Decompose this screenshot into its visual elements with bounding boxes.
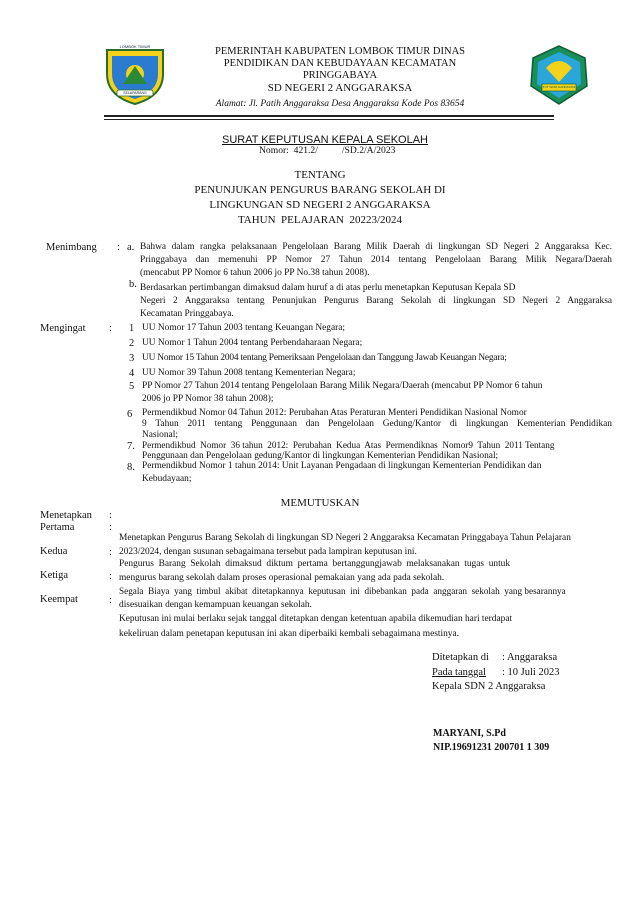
mengingat-item-7-text: Permendikbud Nomor 36 tahun 2012: Perubahan Kedua Atas Permendiknas Nomor9 Tahun 2011 Tentang [142, 440, 555, 450]
menimbang-label: Menimbang [46, 242, 97, 253]
menimbang-b-line-1: Berdasarkan pertimbangan dimaksud dalam huruf a di atas perlu menetapkan Keputusan Kepala SD [140, 283, 516, 293]
mengingat-item-6-text: Permendikbud Nomor 04 Tahun 2012: Perubahan Atas Peraturan Menteri Pendidikan Nasional Nomor [142, 408, 527, 418]
mengingat-item-6-text-cont: 9 Tahun 2011 tentang Penggunaan dan Pengelolaan Gedung/Kantor di lingkungan Kementerian Pendidikan [142, 419, 612, 429]
mengingat-item-8-text: Permendikbud Nomor 1 tahun 2014: Unit Layanan Pengadaan di lingkungan Kementerian Pendidikan dan [142, 461, 542, 471]
menetapkan-label: Menetapkan [40, 510, 92, 521]
pertama-text: Menetapkan Pengurus Barang Sekolah di lingkungan SD Negeri 2 Anggaraksa Kecamatan Pringgabaya Tahun Pelajaran [119, 533, 571, 543]
ketiga-line-2: mengurus barang sekolah dalam proses operasional pemakaian yang ada pada sekolah. [119, 573, 445, 583]
subject-line-1: PENUNJUKAN PENGURUS BARANG SEKOLAH DI [194, 184, 446, 196]
menimbang-a-line-1: Bahwa dalam rangka pelaksanaan Pengelolaan Barang Milik Daerah di lingkungan SD Negeri 2 Anggaraksa Kec. [140, 242, 612, 252]
ditetapkan-value: : Anggaraksa [502, 652, 558, 663]
keempat-line-1: Segala Biaya yang timbul akibat ditetapkannya keputusan ini dibebankan pada anggaran sekolah yang besarannya [119, 586, 566, 596]
kedua-text: 2023/2024, dengan susunan sebagaimana tersebut pada lampiran keputusan ini. [119, 547, 417, 557]
subject-line-2: LINGKUNGAN SD NEGERI 2 ANGGARAKSA [209, 199, 431, 211]
memutuskan-heading: MEMUTUSKAN [280, 497, 360, 509]
menimbang-b-marker: b. [129, 279, 137, 290]
closing-line-2: kekeliruan dalam penetapan keputusan ini akan diperbaiki kembali sebagaimana mestinya. [119, 629, 459, 639]
mengingat-item-5-number: 5 [129, 381, 135, 392]
mengingat-item-5-text-cont: 2006 jo PP Nomor 38 tahun 2008); [142, 394, 274, 404]
mengingat-item-2-number: 2 [129, 338, 135, 349]
closing-line-1: Keputusan ini mulai berlaku sejak tanggal ditetapkan dengan ketentuan apabila dikemudian hari terdapat [119, 614, 513, 624]
ketiga-label: Ketiga [40, 570, 68, 581]
menimbang-a-line-2: Pringgabaya dan memenuhi PP Nomor 27 Tahun 2014 tentang Pengelolaan Barang Milik Negara/Daerah [140, 255, 612, 265]
menimbang-a-marker: a. [127, 242, 135, 253]
mengingat-item-3-number: 3 [129, 353, 135, 364]
left-logo-ribbon: SELAPARANG [123, 91, 147, 95]
mengingat-item-4-number: 4 [129, 368, 135, 379]
letterhead-line-1: PEMERINTAH KABUPATEN LOMBOK TIMUR DINAS [214, 46, 465, 57]
signatory-nip: NIP.19691231 200701 1 309 [433, 742, 550, 753]
letterhead-divider-top [104, 115, 554, 117]
mengingat-label: Mengingat [40, 323, 86, 334]
menimbang-b-line-2: Negeri 2 Anggaraksa tentang Penunjukan Pengurus Barang Sekolah di lingkungan SD Negeri 2 Anggaraksa [140, 296, 612, 306]
letterhead-school-name: SD NEGERI 2 ANGGARAKSA [267, 82, 413, 94]
ketiga-line-1: Pengurus Barang Sekolah dimaksud diktum pertama bertanggungjawab melaksanakan tugas untuk [119, 559, 511, 569]
pertama-label: Pertama [40, 522, 75, 533]
tanggal-label-text: Pada tanggal [432, 667, 486, 678]
mengingat-item-8-text-cont: Kebudayaan; [142, 474, 192, 484]
kedua-colon: : [109, 547, 112, 558]
menetapkan-colon: : [109, 510, 112, 521]
right-logo-ribbon: TUT WURI HANDAYANI [542, 85, 576, 89]
pertama-colon: : [109, 522, 112, 533]
left-logo-caption: LOMBOK TIMUR [119, 44, 151, 49]
tanggal-label [432, 666, 486, 679]
mengingat-item-4-text: UU Nomor 39 Tahun 2008 tentang Kementerian Negara; [142, 368, 356, 378]
keempat-label: Keempat [40, 594, 78, 605]
letterhead-line-3: PRINGGABAYA [302, 70, 378, 81]
menimbang-colon: : [117, 242, 120, 253]
signatory-position: Kepala SDN 2 Anggaraksa [432, 681, 546, 692]
mengingat-item-6-text-cont-2: Nasional; [142, 430, 178, 440]
keempat-line-2: disesuaikan dengan kemampuan keuangan sekolah. [119, 600, 312, 610]
document-heading-text: SURAT KEPUTUSAN KEPALA SEKOLAH [221, 134, 428, 146]
mengingat-item-3-text: UU Nomor 15 Tahun 2004 tentang Pemeriksaan Pengelolaan dan Tanggung Jawab Keuangan Negara; [142, 353, 507, 363]
mengingat-item-2-text: UU Nomor 1 Tahun 2004 tentang Perbendaharaan Negara; [142, 338, 363, 348]
document-number: Nomor: 421.2/ /SD.2/A/2023 [259, 145, 396, 156]
tanggal-value: : 10 Juli 2023 [502, 667, 560, 678]
mengingat-item-5-text: PP Nomor 27 Tahun 2014 tentang Pengelolaan Barang Milik Negara/Daerah (mencabut PP Nomor 6 tahun [142, 381, 543, 391]
letterhead-divider-bottom [104, 119, 554, 120]
subject-line-3: TAHUN PELAJARAN 20223/2024 [237, 214, 403, 226]
mengingat-item-1-number: 1 [129, 323, 135, 334]
tentang-heading: TENTANG [294, 169, 346, 181]
mengingat-item-1-text: UU Nomor 17 Tahun 2003 tentang Keuangan Negara; [142, 323, 346, 333]
mengingat-item-6-number: 6 [127, 409, 133, 420]
ditetapkan-label: Ditetapkan di [432, 652, 489, 663]
mengingat-item-8-number: 8. [127, 462, 135, 473]
kedua-label: Kedua [40, 546, 68, 557]
menimbang-a-line-3: (mencabut PP Nomor 6 tahun 2006 jo PP No.38 tahun 2008). [140, 268, 370, 278]
signatory-name: MARYANI, S.Pd [433, 728, 506, 739]
ketiga-colon: : [109, 571, 112, 582]
mengingat-item-7-number: 7. [127, 441, 135, 452]
letterhead-address: Alamat: Jl. Patih Anggaraksa Desa Anggaraksa Kode Pos 83654 [215, 99, 465, 109]
keempat-colon: : [109, 595, 112, 606]
letterhead-line-2: PENDIDIKAN DAN KEBUDAYAAN KECAMATAN [223, 58, 457, 69]
mengingat-colon: : [109, 323, 112, 334]
mengingat-item-7-text-cont: Penggunaan dan Pengelolaan gedung/Kantor di lingkungan Kementerian Pendidikan Nasional; [142, 451, 499, 461]
menimbang-b-line-3: Kecamatan Pringgabaya. [140, 309, 234, 319]
